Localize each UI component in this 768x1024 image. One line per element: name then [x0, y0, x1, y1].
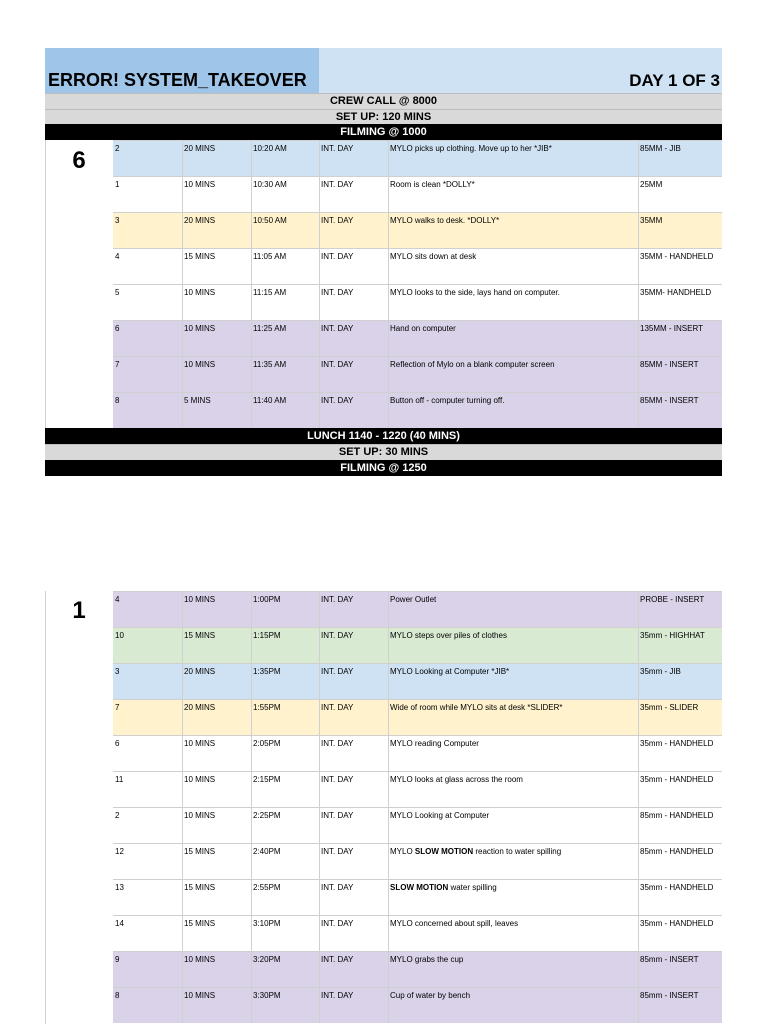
lunch-setup-band: SET UP: 30 MINS: [45, 444, 722, 460]
duration-cell: 15 MINS: [184, 919, 216, 928]
table-row: [113, 212, 722, 248]
duration-cell: 5 MINS: [184, 396, 211, 405]
location-cell: INT. DAY: [321, 360, 354, 369]
column-divider: [251, 736, 252, 771]
column-divider: [182, 177, 183, 212]
lens-cell: 35mm - HANDHELD: [640, 739, 714, 748]
shot-number-cell: 13: [115, 883, 124, 892]
column-divider: [388, 177, 389, 212]
column-divider: [251, 844, 252, 879]
column-divider: [388, 321, 389, 356]
column-divider: [319, 880, 320, 915]
lens-cell: 35mm - JIB: [640, 667, 681, 676]
duration-cell: 10 MINS: [184, 955, 216, 964]
column-divider: [638, 321, 639, 356]
location-cell: INT. DAY: [321, 288, 354, 297]
column-divider: [638, 213, 639, 248]
duration-cell: 10 MINS: [184, 324, 216, 333]
duration-cell: 10 MINS: [184, 811, 216, 820]
location-cell: INT. DAY: [321, 595, 354, 604]
column-divider: [388, 952, 389, 987]
description-text: reaction to water spilling: [473, 847, 562, 856]
description-cell: [390, 847, 635, 856]
description-cell: MYLO grabs the cup: [390, 955, 464, 964]
table-row: [113, 392, 722, 428]
column-divider: [182, 357, 183, 392]
title-cell: [45, 48, 319, 93]
column-divider: [319, 988, 320, 1023]
column-divider: [319, 393, 320, 428]
duration-cell: 10 MINS: [184, 595, 216, 604]
description-cell: Power Outlet: [390, 595, 437, 604]
description-cell: Cup of water by bench: [390, 991, 471, 1000]
table-row: [113, 699, 722, 735]
table-row: [113, 627, 722, 663]
column-divider: [388, 592, 389, 627]
column-divider: [319, 772, 320, 807]
lens-cell: PROBE - INSERT: [640, 595, 705, 604]
location-cell: INT. DAY: [321, 324, 354, 333]
shot-number-cell: 8: [115, 396, 120, 405]
column-divider: [182, 844, 183, 879]
column-divider: [251, 880, 252, 915]
column-divider: [638, 628, 639, 663]
time-cell: 3:20PM: [253, 955, 281, 964]
column-divider: [388, 736, 389, 771]
time-cell: 2:40PM: [253, 847, 281, 856]
column-divider: [638, 880, 639, 915]
column-divider: [182, 321, 183, 356]
column-divider: [638, 844, 639, 879]
column-divider: [638, 393, 639, 428]
column-divider: [182, 213, 183, 248]
description-cell: MYLO picks up clothing. Move up to her *JIB*: [390, 144, 552, 153]
lens-cell: 85MM - INSERT: [640, 396, 699, 405]
description-cell: Reflection of Mylo on a blank computer screen: [390, 360, 555, 369]
column-divider: [388, 285, 389, 320]
column-divider: [388, 988, 389, 1023]
column-divider: [251, 700, 252, 735]
description-cell: MYLO steps over piles of clothes: [390, 631, 507, 640]
column-divider: [182, 700, 183, 735]
time-cell: 10:50 AM: [253, 216, 287, 225]
lens-cell: 85MM - INSERT: [640, 360, 699, 369]
column-divider: [251, 285, 252, 320]
scene-number: 1: [72, 597, 86, 624]
column-divider: [251, 664, 252, 699]
description-cell: MYLO walks to desk. *DOLLY*: [390, 216, 500, 225]
location-cell: INT. DAY: [321, 991, 354, 1000]
description-cell: Hand on computer: [390, 324, 456, 333]
column-divider: [251, 177, 252, 212]
column-divider: [638, 592, 639, 627]
table-row: [113, 879, 722, 915]
column-divider: [251, 916, 252, 951]
description-cell: MYLO Looking at Computer: [390, 811, 490, 820]
shot-number-cell: 12: [115, 847, 124, 856]
column-divider: [182, 916, 183, 951]
location-cell: INT. DAY: [321, 955, 354, 964]
location-cell: INT. DAY: [321, 883, 354, 892]
column-divider: [182, 141, 183, 176]
lens-cell: 35MM: [640, 216, 663, 225]
schedule-block-1: [45, 140, 722, 428]
description-cell: MYLO concerned about spill, leaves: [390, 919, 519, 928]
description-cell: MYLO Looking at Computer *JIB*: [390, 667, 510, 676]
column-divider: [319, 592, 320, 627]
shot-number-cell: 14: [115, 919, 124, 928]
block-left-border: [45, 591, 46, 1024]
setup-band: SET UP: 120 MINS: [45, 109, 722, 124]
duration-cell: 10 MINS: [184, 360, 216, 369]
duration-cell: 15 MINS: [184, 631, 216, 640]
lens-cell: 35MM- HANDHELD: [640, 288, 712, 297]
table-row: [113, 663, 722, 699]
table-row: [113, 591, 722, 627]
lens-cell: 85mm - INSERT: [640, 955, 699, 964]
location-cell: INT. DAY: [321, 919, 354, 928]
table-row: [113, 951, 722, 987]
location-cell: INT. DAY: [321, 739, 354, 748]
shot-number-cell: 11: [115, 775, 124, 784]
location-cell: INT. DAY: [321, 667, 354, 676]
lens-cell: 35mm - HANDHELD: [640, 883, 714, 892]
afternoon-filming-band: FILMING @ 1250: [45, 460, 722, 476]
column-divider: [319, 916, 320, 951]
column-divider: [319, 177, 320, 212]
duration-cell: 10 MINS: [184, 991, 216, 1000]
column-divider: [388, 880, 389, 915]
column-divider: [638, 952, 639, 987]
time-cell: 1:00PM: [253, 595, 281, 604]
description-emphasis: SLOW MOTION: [390, 883, 449, 892]
column-divider: [638, 285, 639, 320]
table-row: [113, 140, 722, 176]
column-divider: [319, 664, 320, 699]
column-divider: [251, 393, 252, 428]
time-cell: 2:15PM: [253, 775, 281, 784]
time-cell: 1:35PM: [253, 667, 281, 676]
lens-cell: 35mm - HANDHELD: [640, 775, 714, 784]
crew-call-band: CREW CALL @ 8000: [45, 93, 722, 109]
location-cell: INT. DAY: [321, 144, 354, 153]
column-divider: [182, 952, 183, 987]
column-divider: [638, 357, 639, 392]
duration-cell: 20 MINS: [184, 144, 216, 153]
column-divider: [388, 213, 389, 248]
column-divider: [388, 700, 389, 735]
column-divider: [251, 321, 252, 356]
column-divider: [251, 357, 252, 392]
description-cell: MYLO looks at glass across the room: [390, 775, 523, 784]
description-cell: MYLO reading Computer: [390, 739, 479, 748]
table-row: [113, 807, 722, 843]
description-emphasis: SLOW MOTION: [414, 847, 474, 856]
column-divider: [638, 916, 639, 951]
table-row: [113, 176, 722, 212]
shot-number-cell: 6: [115, 324, 120, 333]
column-divider: [388, 772, 389, 807]
location-cell: INT. DAY: [321, 396, 354, 405]
shot-number-cell: 7: [115, 360, 120, 369]
column-divider: [319, 628, 320, 663]
column-divider: [319, 321, 320, 356]
column-divider: [251, 988, 252, 1023]
time-cell: 3:10PM: [253, 919, 281, 928]
time-cell: 10:30 AM: [253, 180, 287, 189]
filming-band: FILMING @ 1000: [45, 124, 722, 140]
column-divider: [638, 664, 639, 699]
column-divider: [251, 628, 252, 663]
duration-cell: 15 MINS: [184, 883, 216, 892]
shot-number-cell: 3: [115, 216, 120, 225]
duration-cell: 15 MINS: [184, 252, 216, 261]
table-row: [113, 320, 722, 356]
column-divider: [251, 249, 252, 284]
location-cell: INT. DAY: [321, 180, 354, 189]
column-divider: [319, 736, 320, 771]
title-row: [45, 48, 722, 93]
column-divider: [251, 808, 252, 843]
column-divider: [182, 285, 183, 320]
shot-number-cell: 7: [115, 703, 120, 712]
column-divider: [388, 393, 389, 428]
time-cell: 1:55PM: [253, 703, 281, 712]
table-row: [113, 356, 722, 392]
column-divider: [319, 141, 320, 176]
location-cell: INT. DAY: [321, 631, 354, 640]
column-divider: [251, 952, 252, 987]
lens-cell: 35mm - HIGHHAT: [640, 631, 705, 640]
duration-cell: 20 MINS: [184, 667, 216, 676]
column-divider: [388, 916, 389, 951]
time-cell: 3:30PM: [253, 991, 281, 1000]
shot-number-cell: 3: [115, 667, 120, 676]
location-cell: INT. DAY: [321, 252, 354, 261]
column-divider: [182, 880, 183, 915]
column-divider: [182, 988, 183, 1023]
time-cell: 11:25 AM: [253, 324, 287, 333]
column-divider: [638, 808, 639, 843]
time-cell: 11:15 AM: [253, 288, 287, 297]
column-divider: [182, 249, 183, 284]
column-divider: [638, 249, 639, 284]
time-cell: 10:20 AM: [253, 144, 287, 153]
shot-number-cell: 4: [115, 252, 120, 261]
time-cell: 2:25PM: [253, 811, 281, 820]
column-divider: [182, 592, 183, 627]
location-cell: INT. DAY: [321, 216, 354, 225]
time-cell: 2:05PM: [253, 739, 281, 748]
schedule-block-2: [45, 591, 722, 1024]
lens-cell: 85mm - HANDHELD: [640, 811, 714, 820]
column-divider: [251, 141, 252, 176]
column-divider: [388, 808, 389, 843]
column-divider: [388, 249, 389, 284]
location-cell: INT. DAY: [321, 811, 354, 820]
lens-cell: 35mm - SLIDER: [640, 703, 699, 712]
column-divider: [638, 736, 639, 771]
shot-number-cell: 5: [115, 288, 120, 297]
column-divider: [319, 213, 320, 248]
block-left-border: [45, 140, 46, 428]
lens-cell: 85MM - JIB: [640, 144, 681, 153]
shot-number-cell: 9: [115, 955, 120, 964]
duration-cell: 20 MINS: [184, 703, 216, 712]
time-cell: 1:15PM: [253, 631, 281, 640]
column-divider: [182, 393, 183, 428]
duration-cell: 10 MINS: [184, 180, 216, 189]
table-row: [113, 987, 722, 1023]
shot-number-cell: 2: [115, 144, 120, 153]
shot-number-cell: 4: [115, 595, 120, 604]
table-row: [113, 771, 722, 807]
location-cell: INT. DAY: [321, 775, 354, 784]
column-divider: [251, 772, 252, 807]
time-cell: 11:05 AM: [253, 252, 287, 261]
description-cell: MYLO sits down at desk: [390, 252, 477, 261]
column-divider: [319, 285, 320, 320]
table-row: [113, 735, 722, 771]
table-row: [113, 284, 722, 320]
time-cell: 2:55PM: [253, 883, 281, 892]
shot-number-cell: 2: [115, 811, 120, 820]
time-cell: 11:35 AM: [253, 360, 287, 369]
column-divider: [388, 664, 389, 699]
column-divider: [388, 844, 389, 879]
description-cell: Button off - computer turning off.: [390, 396, 505, 405]
duration-cell: 10 MINS: [184, 288, 216, 297]
description-cell: Wide of room while MYLO sits at desk *SLIDER*: [390, 703, 563, 712]
description-cell: Room is clean *DOLLY*: [390, 180, 475, 189]
column-divider: [638, 141, 639, 176]
lunch-band: LUNCH 1140 - 1220 (40 MINS): [45, 428, 722, 444]
column-divider: [319, 357, 320, 392]
column-divider: [319, 952, 320, 987]
column-divider: [388, 357, 389, 392]
column-divider: [182, 808, 183, 843]
lens-cell: 35mm - HANDHELD: [640, 919, 714, 928]
page-title: ERROR! SYSTEM_TAKEOVER: [48, 70, 307, 90]
shot-number-cell: 6: [115, 739, 120, 748]
description-text: water spilling: [448, 883, 497, 892]
column-divider: [388, 141, 389, 176]
scene-number: 6: [72, 147, 86, 174]
duration-cell: 20 MINS: [184, 216, 216, 225]
duration-cell: 15 MINS: [184, 847, 216, 856]
lens-cell: 135MM - INSERT: [640, 324, 703, 333]
lens-cell: 85mm - INSERT: [640, 991, 699, 1000]
duration-cell: 10 MINS: [184, 775, 216, 784]
duration-cell: 10 MINS: [184, 739, 216, 748]
column-divider: [638, 700, 639, 735]
column-divider: [319, 249, 320, 284]
table-row: [113, 843, 722, 879]
column-divider: [251, 592, 252, 627]
time-cell: 11:40 AM: [253, 396, 287, 405]
column-divider: [638, 772, 639, 807]
day-label: DAY 1 OF 3: [629, 71, 720, 90]
column-divider: [182, 628, 183, 663]
column-divider: [319, 700, 320, 735]
lens-cell: 35MM - HANDHELD: [640, 252, 714, 261]
table-row: [113, 248, 722, 284]
lens-cell: 85mm - HANDHELD: [640, 847, 714, 856]
lens-cell: 25MM: [640, 180, 663, 189]
shot-number-cell: 1: [115, 180, 120, 189]
description-cell: [390, 883, 635, 892]
shot-number-cell: 10: [115, 631, 124, 640]
column-divider: [319, 808, 320, 843]
shot-number-cell: 8: [115, 991, 120, 1000]
column-divider: [251, 213, 252, 248]
location-cell: INT. DAY: [321, 847, 354, 856]
column-divider: [182, 736, 183, 771]
description-cell: MYLO looks to the side, lays hand on computer.: [390, 288, 560, 297]
table-row: [113, 915, 722, 951]
column-divider: [638, 988, 639, 1023]
description-text: MYLO: [390, 847, 415, 856]
column-divider: [182, 772, 183, 807]
column-divider: [182, 664, 183, 699]
column-divider: [319, 844, 320, 879]
location-cell: INT. DAY: [321, 703, 354, 712]
column-divider: [638, 177, 639, 212]
column-divider: [388, 628, 389, 663]
